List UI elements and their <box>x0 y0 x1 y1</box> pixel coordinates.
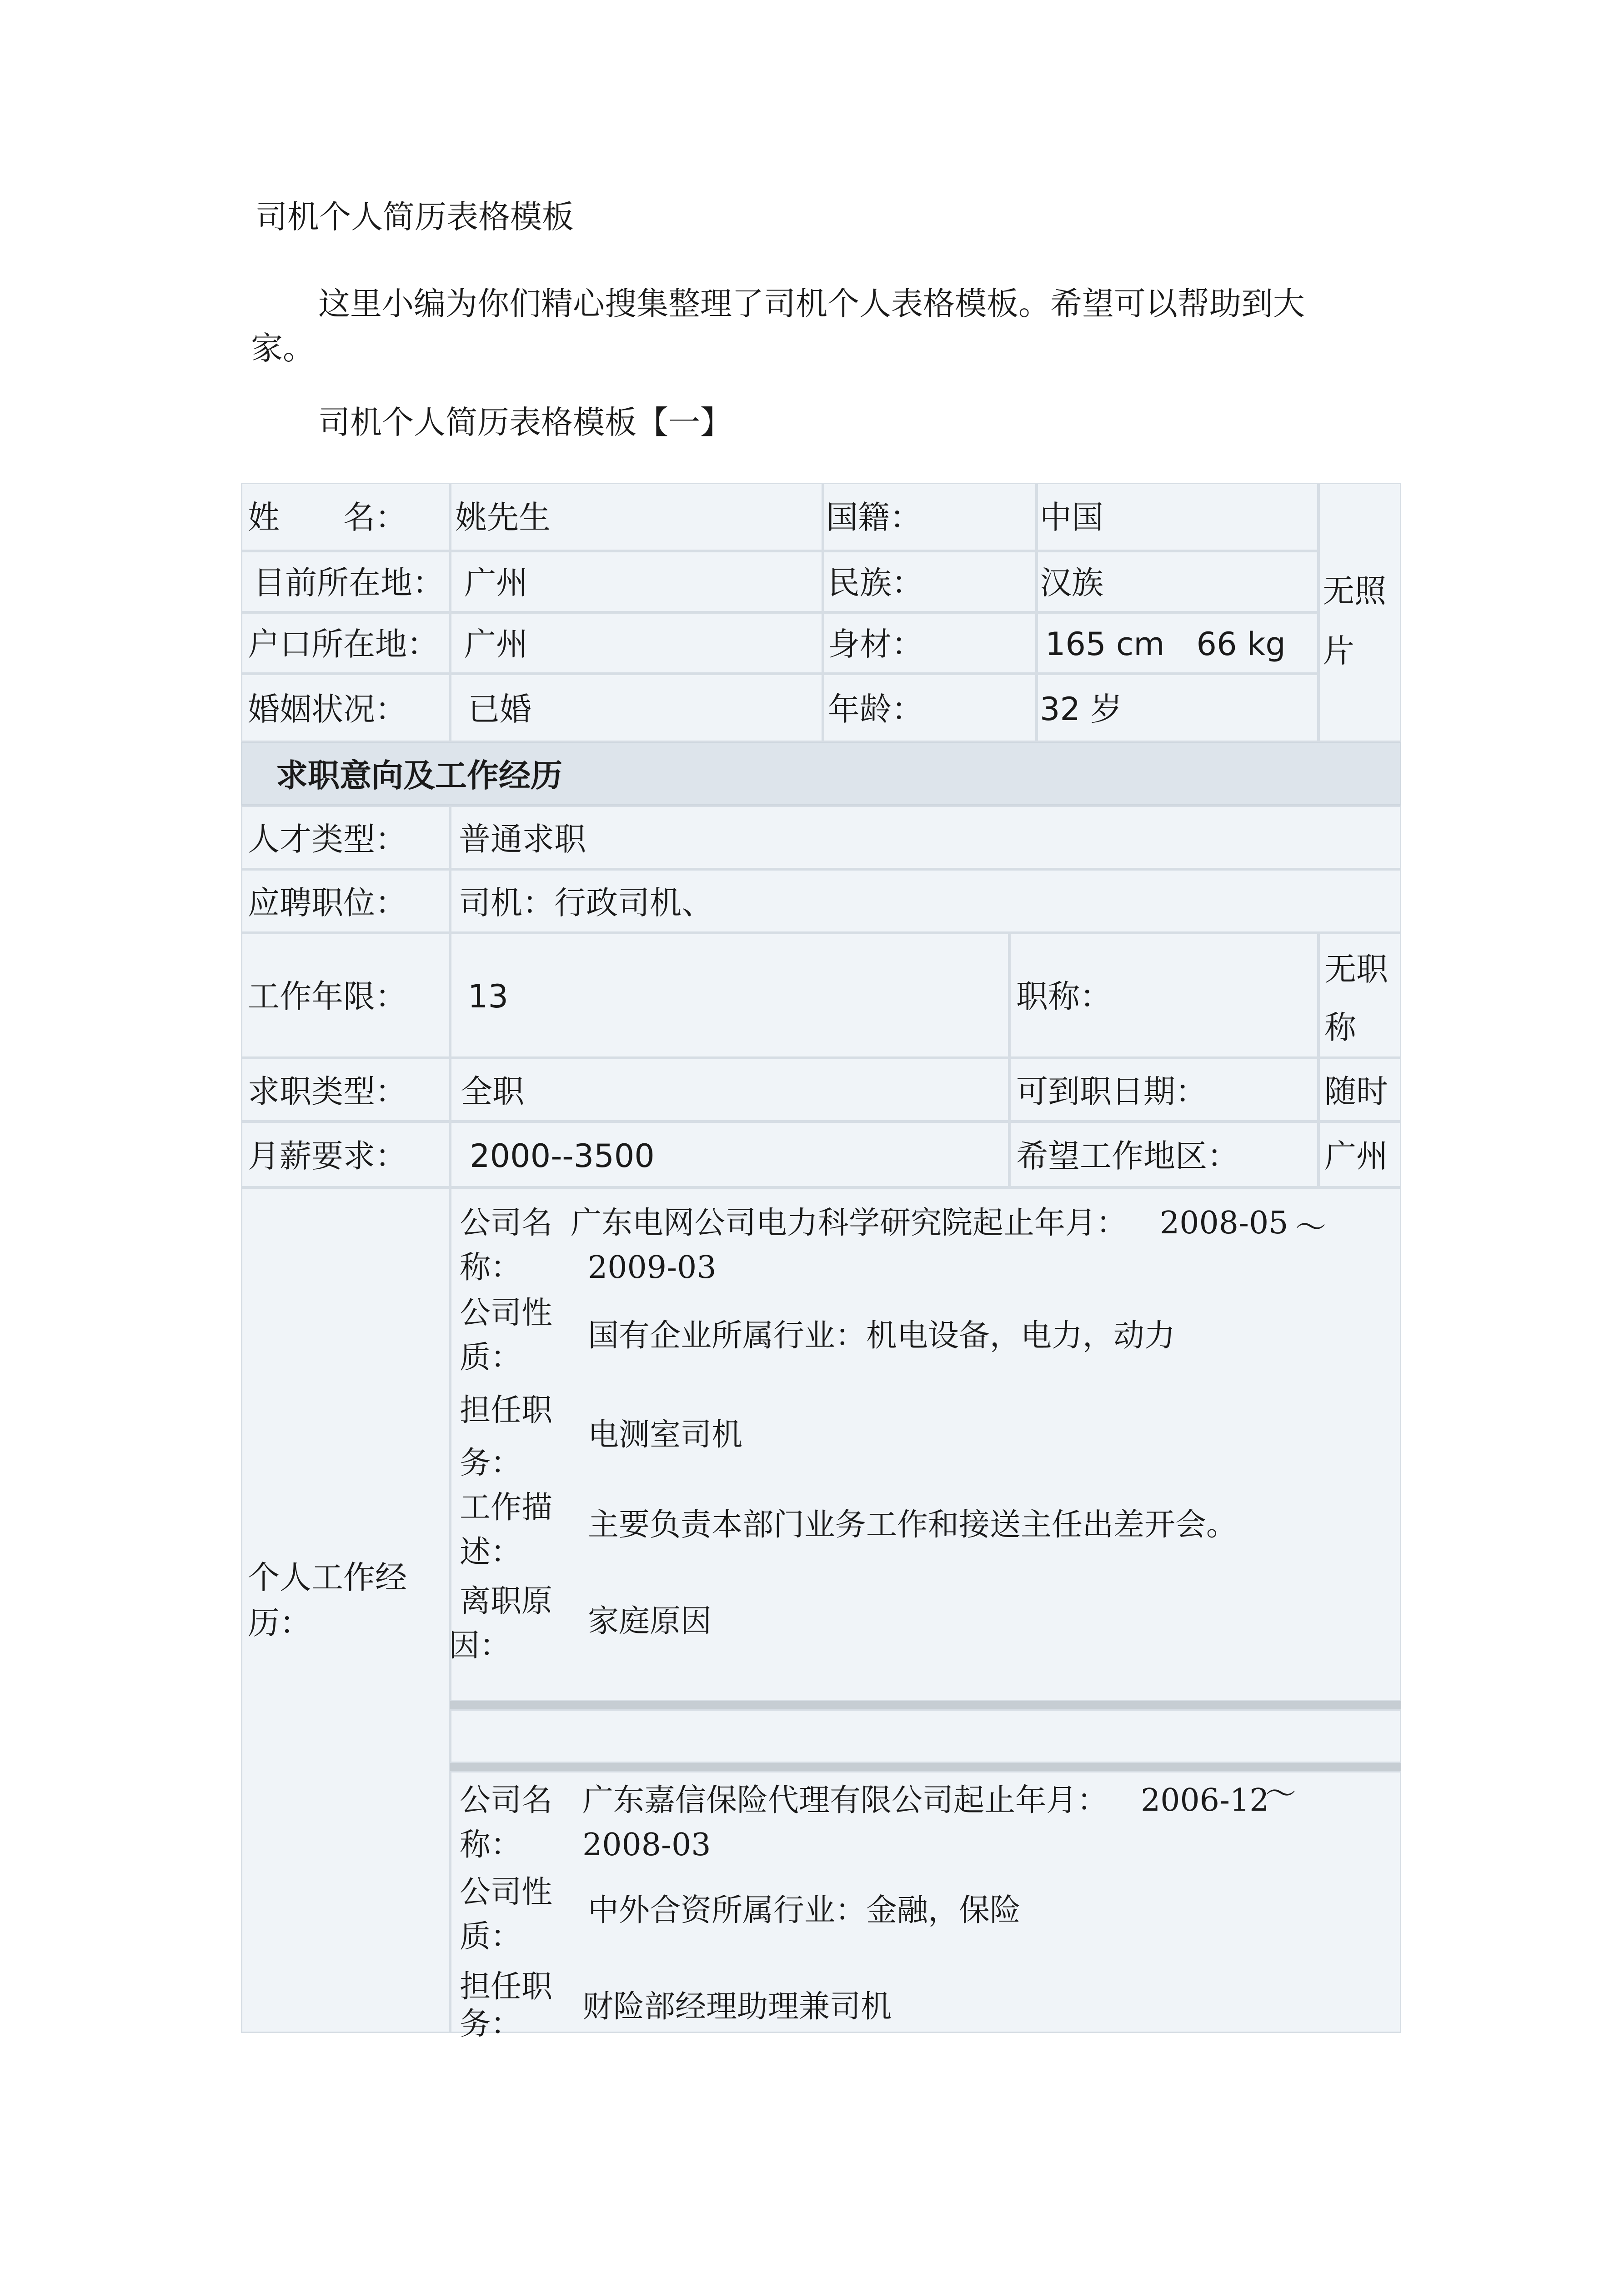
intro-paragraph-line1: 这里小编为你们精心搜集整理了司机个人表格模板。希望可以帮助到大 <box>318 285 1305 322</box>
intro-paragraph-line2: 家。 <box>251 330 315 367</box>
cell-jobtype-value <box>450 1058 1009 1121</box>
cell-nationality-value <box>1037 483 1318 551</box>
cell-position-value <box>450 869 1401 933</box>
job2-period-start: 2006-12 <box>1141 1782 1269 1818</box>
cell-talent-label <box>241 806 450 869</box>
cell-ethnicity-value <box>1037 551 1318 612</box>
location-label: 目前所在地： <box>253 564 444 601</box>
title-label: 职称： <box>1016 978 1112 1015</box>
cell-talent-value <box>450 806 1401 869</box>
name-label: 姓 名： <box>248 499 407 536</box>
location-value: 广州 <box>464 564 528 601</box>
title-value-line1: 无职 <box>1324 951 1388 988</box>
hukou-label: 户口所在地： <box>248 626 439 663</box>
job1-leave-value: 家庭原因 <box>588 1603 712 1639</box>
empty-spacer-row <box>450 1709 1401 1763</box>
job1-desc-value: 主要负责本部门业务工作和接送主任出差开会。 <box>588 1507 1238 1543</box>
cell-salary-label <box>241 1121 450 1187</box>
talent-label: 人才类型： <box>248 821 407 858</box>
job1-period-start: 2008-05 <box>1160 1205 1288 1241</box>
cell-hukou-label <box>241 612 450 674</box>
document-title: 司机个人简历表格模板 <box>256 198 574 235</box>
cell-nationality-label <box>823 483 1037 551</box>
section-heading: 司机个人简历表格模板【一】 <box>318 404 732 441</box>
jobtype-label: 求职类型： <box>248 1073 407 1110</box>
job1-block <box>450 1187 1401 1701</box>
cell-salary-value <box>450 1121 1009 1187</box>
cell-area-value <box>1318 1121 1401 1187</box>
job2-block <box>450 1771 1401 2042</box>
job2-duty-label-1: 担任职 <box>460 1969 553 2005</box>
salary-value: 2000--3500 <box>470 1137 655 1175</box>
cell-body-label <box>823 612 1037 674</box>
cell-hukou-value <box>450 612 823 674</box>
years-value: 13 <box>468 978 509 1015</box>
cell-name-value <box>450 483 823 551</box>
cell-title-value <box>1318 933 1401 1058</box>
job1-nature-label-2: 质： <box>460 1340 522 1376</box>
area-label: 希望工作地区： <box>1016 1137 1239 1175</box>
experience-label-line1: 个人工作经 <box>248 1559 407 1596</box>
cell-location-value <box>450 551 823 612</box>
job1-desc-label-2: 述： <box>460 1534 522 1570</box>
job2-duty-label-2: 务： <box>460 2006 522 2042</box>
area-value: 广州 <box>1324 1137 1388 1175</box>
cell-marital-label <box>241 674 450 742</box>
years-label: 工作年限： <box>248 978 407 1015</box>
cell-years-label <box>241 933 450 1058</box>
salary-label: 月薪要求： <box>248 1137 407 1175</box>
cell-area-label <box>1009 1121 1318 1187</box>
jobtype-value: 全职 <box>461 1073 524 1110</box>
cell-title-label <box>1009 933 1318 1058</box>
resume-table <box>241 483 1401 2042</box>
job2-company-label-1: 公司名 <box>460 1782 553 1818</box>
cell-position-label <box>241 869 450 933</box>
job1-leave-label-2: 因： <box>449 1628 511 1664</box>
cell-age-label <box>823 674 1037 742</box>
job1-period-tilde: ～ <box>1295 1210 1327 1246</box>
ethnicity-label: 民族： <box>828 564 923 601</box>
cell-jobtype-label <box>241 1058 450 1121</box>
cell-start-value <box>1318 1058 1401 1121</box>
cell-location-label <box>241 551 450 612</box>
cell-marital-value <box>450 674 823 742</box>
cell-years-value <box>450 933 1009 1058</box>
job2-nature-label-1: 公司性 <box>460 1874 553 1910</box>
nationality-value: 中国 <box>1040 499 1103 536</box>
cell-experience-label <box>241 1187 450 2033</box>
job2-duty-value: 财险部经理助理兼司机 <box>582 1989 892 2025</box>
start-value: 随时 <box>1324 1073 1388 1110</box>
job1-leave-label-1: 离职原 <box>460 1583 553 1619</box>
job1-duty-value: 电测室司机 <box>588 1417 743 1453</box>
job-intent-header <box>241 742 1401 806</box>
hukou-value: 广州 <box>464 626 528 663</box>
age-value: 32 岁 <box>1040 691 1123 728</box>
photo-placeholder-line2: 片 <box>1323 632 1354 670</box>
job1-duty-label-1: 担任职 <box>460 1392 553 1428</box>
name-value: 姚先生 <box>455 499 551 536</box>
ethnicity-value: 汉族 <box>1040 564 1103 601</box>
job1-company-label-1: 公司名 <box>460 1205 553 1241</box>
position-value: 司机：行政司机、 <box>459 884 713 921</box>
cell-body-value <box>1037 612 1318 674</box>
job-intent-heading: 求职意向及工作经历 <box>276 757 562 794</box>
title-value-line2: 称 <box>1324 1009 1356 1046</box>
job2-nature-value: 中外合资所属行业：金融，保险 <box>588 1892 1021 1928</box>
job2-nature-label-2: 质： <box>460 1919 522 1955</box>
job2-company-value: 广东嘉信保险代理有限公司起止年月： <box>582 1782 1108 1818</box>
start-label: 可到职日期： <box>1016 1073 1207 1110</box>
separator-bar-2 <box>450 1763 1401 1771</box>
job1-period-end: 2009-03 <box>588 1250 717 1286</box>
talent-value: 普通求职 <box>459 821 586 858</box>
age-label: 年龄： <box>828 691 923 728</box>
cell-start-label <box>1009 1058 1318 1121</box>
job1-company-label-2: 称： <box>460 1250 522 1286</box>
job2-period-tilde: ～ <box>1265 1776 1297 1812</box>
photo-placeholder-line1: 无照 <box>1323 572 1386 610</box>
experience-label-line2: 历： <box>248 1604 311 1642</box>
marital-value: 已婚 <box>468 691 531 728</box>
marital-label: 婚姻状况： <box>248 691 407 728</box>
cell-photo <box>1318 483 1401 742</box>
body-label: 身材： <box>828 626 923 663</box>
job2-period-end: 2008-03 <box>582 1827 711 1863</box>
job1-company-value: 广东电网公司电力科学研究院起止年月： <box>571 1205 1128 1241</box>
cell-ethnicity-label <box>823 551 1037 612</box>
job1-desc-label-1: 工作描 <box>460 1490 553 1526</box>
job1-duty-label-2: 务： <box>460 1445 522 1481</box>
job1-nature-value: 国有企业所属行业：机电设备，电力，动力 <box>588 1318 1176 1354</box>
separator-bar-1 <box>450 1701 1401 1709</box>
job2-company-label-2: 称： <box>460 1827 522 1863</box>
body-value: 165 cm 66 kg <box>1045 626 1286 663</box>
position-label: 应聘职位： <box>248 884 407 921</box>
cell-name-label <box>241 483 450 551</box>
nationality-label: 国籍： <box>826 499 922 536</box>
job1-nature-label-1: 公司性 <box>460 1295 553 1331</box>
cell-age-value <box>1037 674 1318 742</box>
